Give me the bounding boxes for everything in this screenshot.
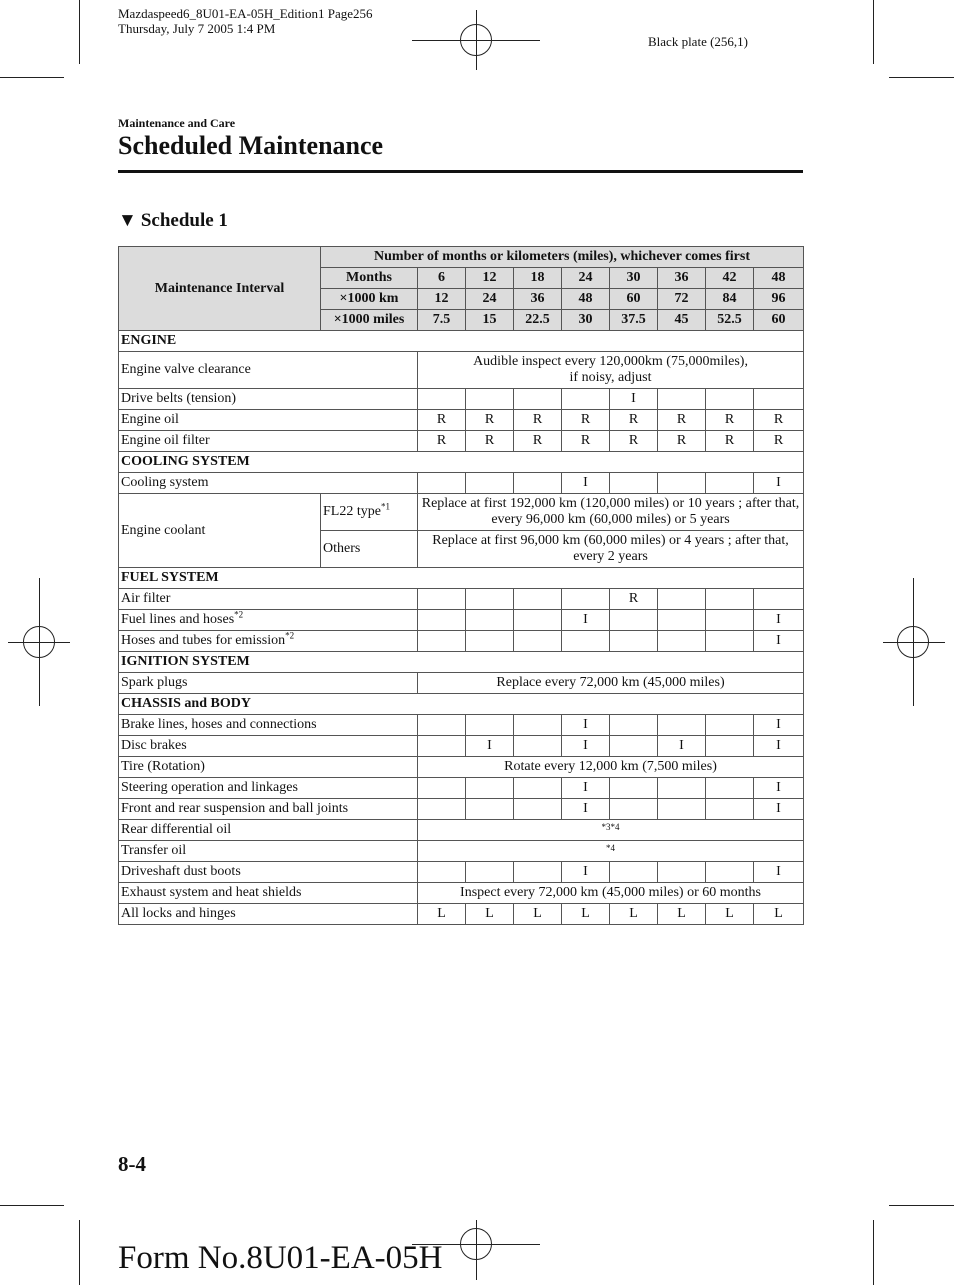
- item-name: Disc brakes: [119, 736, 418, 757]
- interval-cell: 48: [562, 289, 610, 310]
- title-rule: [118, 170, 803, 173]
- schedule-cell: [706, 715, 754, 736]
- schedule-cell: [754, 589, 804, 610]
- schedule-cell: [514, 715, 562, 736]
- item-name: Front and rear suspension and ball joints: [119, 799, 418, 820]
- item-name: Driveshaft dust boots: [119, 862, 418, 883]
- item-name: Air filter: [119, 589, 418, 610]
- schedule-cell: I: [562, 799, 610, 820]
- schedule-cell: I: [562, 736, 610, 757]
- table-row: [119, 757, 804, 778]
- section-row: [119, 652, 804, 673]
- item-name: Transfer oil: [119, 841, 418, 862]
- schedule-cell: [610, 799, 658, 820]
- interval-cell: 84: [706, 289, 754, 310]
- crop-mark: [873, 1220, 874, 1285]
- table-row: [119, 778, 804, 799]
- table-row: [119, 883, 804, 904]
- schedule-cell: L: [466, 904, 514, 925]
- schedule-cell: R: [466, 431, 514, 452]
- schedule-cell: [514, 473, 562, 494]
- schedule-cell: [562, 589, 610, 610]
- schedule-cell: L: [754, 904, 804, 925]
- schedule-cell: R: [514, 410, 562, 431]
- item-name: Spark plugs: [119, 673, 418, 694]
- schedule-cell: [466, 862, 514, 883]
- schedule-heading: [118, 210, 228, 232]
- interval-cell: 12: [466, 268, 514, 289]
- schedule-cell: R: [562, 431, 610, 452]
- interval-cell: 30: [610, 268, 658, 289]
- print-date-line: Thursday, July 7 2005 1:4 PM: [118, 21, 276, 36]
- section-row: [119, 568, 804, 589]
- schedule-cell: [418, 862, 466, 883]
- coolant-type: Others: [321, 531, 418, 568]
- registration-mark: [23, 626, 55, 658]
- coolant-type: [321, 494, 418, 531]
- schedule-cell: L: [514, 904, 562, 925]
- print-file-line: Mazdaspeed6_8U01-EA-05H_Edition1 Page256: [118, 6, 373, 21]
- schedule-cell: [610, 862, 658, 883]
- schedule-cell: I: [754, 715, 804, 736]
- schedule-cell: [514, 389, 562, 410]
- schedule-cell: I: [562, 610, 610, 631]
- schedule-cell: [514, 589, 562, 610]
- schedule-cell: [610, 736, 658, 757]
- table-row: [119, 473, 804, 494]
- table-row: [119, 631, 804, 652]
- item-name: [119, 610, 418, 631]
- schedule-cell: I: [610, 389, 658, 410]
- interval-cell: 7.5: [418, 310, 466, 331]
- form-number: Form No.8U01-EA-05H: [118, 1240, 443, 1276]
- schedule-cell: [706, 862, 754, 883]
- schedule-cell: [514, 799, 562, 820]
- schedule-cell: R: [610, 431, 658, 452]
- interval-cell: 37.5: [610, 310, 658, 331]
- schedule-cell: I: [754, 736, 804, 757]
- schedule-cell: I: [658, 736, 706, 757]
- section-fuel: FUEL SYSTEM: [119, 568, 804, 589]
- schedule-cell: [514, 862, 562, 883]
- item-name: [119, 631, 418, 652]
- schedule-cell: [658, 715, 706, 736]
- item-name: Exhaust system and heat shields: [119, 883, 418, 904]
- schedule-cell: I: [562, 862, 610, 883]
- schedule-cell: [658, 610, 706, 631]
- item-name: Engine valve clearance: [119, 352, 418, 389]
- schedule-cell: R: [466, 410, 514, 431]
- schedule-cell: [466, 799, 514, 820]
- footnote-ref: *1: [380, 501, 390, 512]
- schedule-cell: [418, 715, 466, 736]
- schedule-cell: [658, 589, 706, 610]
- item-name: Engine oil filter: [119, 431, 418, 452]
- item-name: Engine oil: [119, 410, 418, 431]
- schedule-cell: [514, 610, 562, 631]
- interval-cell: 30: [562, 310, 610, 331]
- section-chassis: CHASSIS and BODY: [119, 694, 804, 715]
- schedule-cell: I: [754, 473, 804, 494]
- table-row: [119, 352, 804, 389]
- crop-mark: [0, 1205, 64, 1206]
- schedule-cell: R: [754, 410, 804, 431]
- crop-mark: [79, 1220, 80, 1285]
- schedule-cell: R: [514, 431, 562, 452]
- section-cooling: COOLING SYSTEM: [119, 452, 804, 473]
- schedule-cell: I: [754, 631, 804, 652]
- table-row: [119, 673, 804, 694]
- schedule-cell: [418, 799, 466, 820]
- down-triangle-icon: ▼: [118, 210, 137, 231]
- schedule-cell: I: [754, 610, 804, 631]
- item-name: Rear differential oil: [119, 820, 418, 841]
- schedule-cell: R: [562, 410, 610, 431]
- table-row: [119, 589, 804, 610]
- schedule-cell: [418, 736, 466, 757]
- schedule-cell: [658, 389, 706, 410]
- schedule-cell: [658, 473, 706, 494]
- row-label: ×1000 km: [321, 289, 418, 310]
- note-line: if noisy, adjust: [569, 370, 652, 385]
- schedule-cell: [658, 799, 706, 820]
- schedule-cell: R: [418, 431, 466, 452]
- schedule-cell: L: [610, 904, 658, 925]
- schedule-cell: [466, 631, 514, 652]
- footnote-note: *3*4: [418, 820, 804, 841]
- item-name: Drive belts (tension): [119, 389, 418, 410]
- item-name: Brake lines, hoses and connections: [119, 715, 418, 736]
- schedule-cell: [706, 799, 754, 820]
- schedule-cell: I: [562, 778, 610, 799]
- section-ignition: IGNITION SYSTEM: [119, 652, 804, 673]
- registration-mark: [460, 1228, 492, 1260]
- schedule-cell: [466, 610, 514, 631]
- page-number: 8-4: [118, 1152, 146, 1176]
- schedule-cell: L: [418, 904, 466, 925]
- item-note: [418, 352, 804, 389]
- item-name: Cooling system: [119, 473, 418, 494]
- schedule-cell: [418, 389, 466, 410]
- item-note: Replace at first 192,000 km (120,000 miles) or 10 years ; after that, every 96,000 km (60,000 miles) or 5 years: [418, 494, 804, 531]
- table-row: [119, 820, 804, 841]
- plate-label: Black plate (256,1): [648, 34, 748, 49]
- interval-cell: 60: [754, 310, 804, 331]
- item-note: Inspect every 72,000 km (45,000 miles) or 60 months: [418, 883, 804, 904]
- schedule-cell: [610, 473, 658, 494]
- item-note: Replace every 72,000 km (45,000 miles): [418, 673, 804, 694]
- section-row: [119, 452, 804, 473]
- interval-cell: 18: [514, 268, 562, 289]
- schedule-cell: [706, 631, 754, 652]
- schedule-cell: [610, 610, 658, 631]
- interval-cell: 72: [658, 289, 706, 310]
- schedule-cell: [706, 389, 754, 410]
- interval-cell: 45: [658, 310, 706, 331]
- crop-mark: [889, 1205, 954, 1206]
- interval-cell: 15: [466, 310, 514, 331]
- interval-cell: 42: [706, 268, 754, 289]
- interval-cell: 6: [418, 268, 466, 289]
- schedule-cell: [658, 862, 706, 883]
- schedule-cell: I: [562, 473, 610, 494]
- schedule-cell: [514, 778, 562, 799]
- schedule-cell: [418, 778, 466, 799]
- schedule-cell: [418, 610, 466, 631]
- schedule-cell: I: [754, 799, 804, 820]
- schedule-cell: [418, 473, 466, 494]
- interval-cell: 12: [418, 289, 466, 310]
- item-name: Tire (Rotation): [119, 757, 418, 778]
- footnote-note: *4: [418, 841, 804, 862]
- crop-mark: [873, 0, 874, 64]
- item-name: Steering operation and linkages: [119, 778, 418, 799]
- table-row: [119, 841, 804, 862]
- schedule-cell: R: [706, 431, 754, 452]
- schedule-cell: R: [610, 410, 658, 431]
- schedule-heading-text: Schedule 1: [140, 210, 228, 231]
- schedule-cell: R: [418, 410, 466, 431]
- schedule-cell: L: [562, 904, 610, 925]
- schedule-cell: [610, 778, 658, 799]
- schedule-cell: [514, 631, 562, 652]
- interval-cell: 48: [754, 268, 804, 289]
- footnote-ref: *2: [234, 609, 244, 620]
- interval-cell: 22.5: [514, 310, 562, 331]
- section-row: [119, 331, 804, 352]
- table-row: [119, 494, 804, 531]
- interval-label: Maintenance Interval: [119, 247, 321, 331]
- schedule-cell: R: [706, 410, 754, 431]
- schedule-cell: R: [754, 431, 804, 452]
- item-name-text: Fuel lines and hoses: [121, 612, 235, 627]
- interval-cell: 96: [754, 289, 804, 310]
- schedule-cell: [754, 389, 804, 410]
- interval-cell: 36: [514, 289, 562, 310]
- item-note: Replace at first 96,000 km (60,000 miles) or 4 years ; after that, every 2 years: [418, 531, 804, 568]
- page-title: Scheduled Maintenance: [118, 131, 384, 160]
- schedule-cell: R: [658, 431, 706, 452]
- registration-mark: [897, 626, 929, 658]
- crop-mark: [79, 0, 80, 64]
- item-name: All locks and hinges: [119, 904, 418, 925]
- schedule-cell: [658, 631, 706, 652]
- footnote-ref: *2: [285, 630, 295, 641]
- schedule-cell: [658, 778, 706, 799]
- schedule-cell: [706, 589, 754, 610]
- schedule-cell: L: [658, 904, 706, 925]
- item-name-text: Hoses and tubes for emission: [121, 633, 286, 648]
- schedule-cell: [610, 631, 658, 652]
- schedule-cell: [418, 589, 466, 610]
- schedule-cell: [706, 778, 754, 799]
- coolant-type-label: FL22 type: [323, 504, 381, 519]
- table-row: [119, 389, 804, 410]
- interval-cell: 24: [466, 289, 514, 310]
- section-label: Maintenance and Care: [118, 116, 236, 130]
- schedule-cell: [466, 473, 514, 494]
- row-label: ×1000 miles: [321, 310, 418, 331]
- section-row: [119, 694, 804, 715]
- interval-cell: 60: [610, 289, 658, 310]
- section-engine: ENGINE: [119, 331, 804, 352]
- table-row: [119, 904, 804, 925]
- interval-top-header: Number of months or kilometers (miles), whichever comes first: [321, 247, 804, 268]
- schedule-cell: [610, 715, 658, 736]
- interval-cell: 52.5: [706, 310, 754, 331]
- row-label: Months: [321, 268, 418, 289]
- schedule-cell: R: [610, 589, 658, 610]
- schedule-cell: [466, 389, 514, 410]
- schedule-cell: [466, 778, 514, 799]
- schedule-cell: I: [466, 736, 514, 757]
- table-row: [119, 431, 804, 452]
- schedule-cell: [706, 610, 754, 631]
- schedule-cell: [562, 389, 610, 410]
- schedule-cell: [706, 473, 754, 494]
- schedule-cell: [514, 736, 562, 757]
- item-name: Engine coolant: [119, 494, 321, 568]
- schedule-cell: I: [754, 862, 804, 883]
- schedule-cell: [562, 631, 610, 652]
- schedule-cell: R: [658, 410, 706, 431]
- crop-mark: [0, 77, 64, 78]
- table-row: [119, 736, 804, 757]
- schedule-cell: L: [706, 904, 754, 925]
- table-row: [119, 715, 804, 736]
- interval-cell: 36: [658, 268, 706, 289]
- schedule-cell: [706, 736, 754, 757]
- header-row: [119, 247, 804, 268]
- item-note: Rotate every 12,000 km (7,500 miles): [418, 757, 804, 778]
- interval-cell: 24: [562, 268, 610, 289]
- schedule-cell: [466, 715, 514, 736]
- note-line: Audible inspect every 120,000km (75,000miles),: [473, 354, 748, 369]
- table-row: [119, 862, 804, 883]
- schedule-cell: I: [754, 778, 804, 799]
- schedule-cell: [466, 589, 514, 610]
- table-row: [119, 799, 804, 820]
- table-row: [119, 610, 804, 631]
- table-row: [119, 410, 804, 431]
- schedule-cell: I: [562, 715, 610, 736]
- maintenance-schedule-table: [118, 246, 804, 925]
- crop-mark: [889, 77, 954, 78]
- registration-mark: [460, 24, 492, 56]
- schedule-cell: [418, 631, 466, 652]
